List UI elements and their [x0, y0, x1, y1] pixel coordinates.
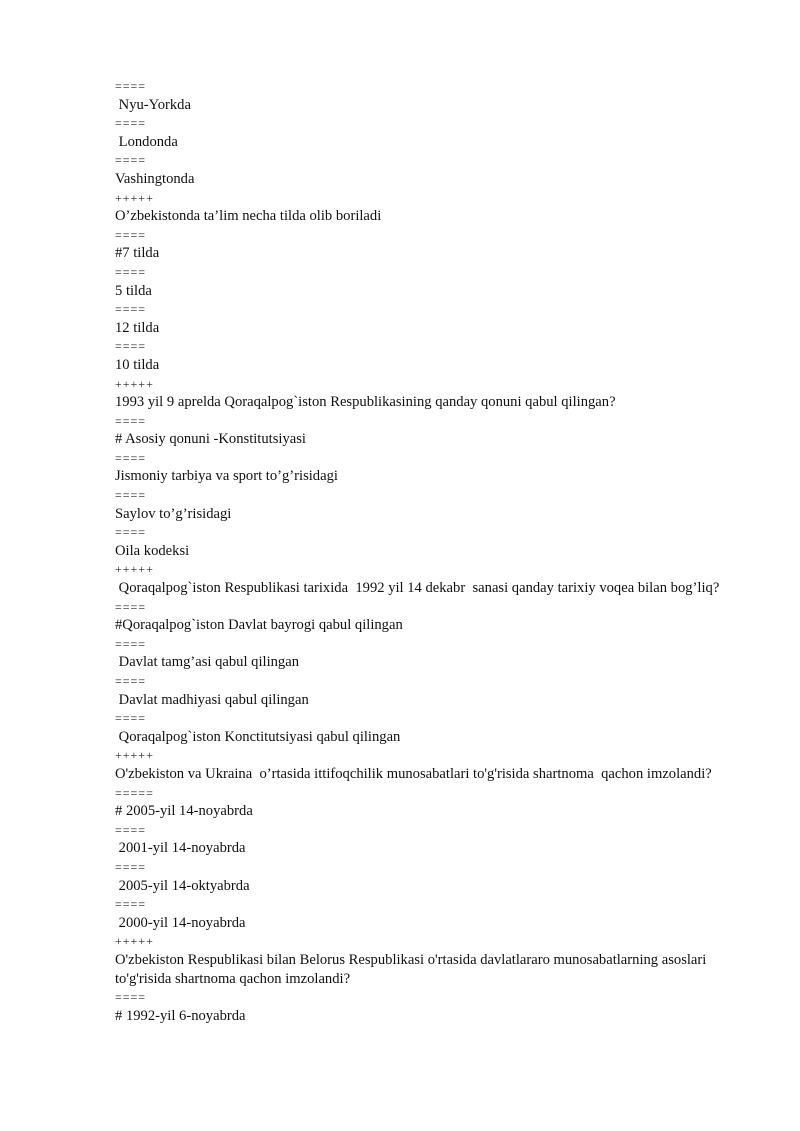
separator-line: ====: [115, 636, 147, 651]
separator-line: ====: [115, 711, 147, 726]
separator-line: ====: [115, 859, 147, 874]
separator-line: ====: [115, 302, 147, 317]
separator-line: +++++: [115, 376, 154, 391]
separator-line: ====: [115, 525, 147, 540]
text-line: Oila kodeksi: [115, 542, 190, 559]
text-line: Nyu-Yorkda: [115, 96, 191, 113]
text-line: Jismoniy tarbiya va sport to’g’risidagi: [115, 468, 338, 485]
text-line: 10 tilda: [115, 356, 160, 373]
text-line: #Qoraqalpog`iston Davlat bayrogi qabul qilingan: [115, 617, 403, 634]
separator-line: ====: [115, 413, 147, 428]
separator-line: +++++: [115, 562, 154, 577]
separator-line: ====: [115, 450, 147, 465]
separator-line: ====: [115, 488, 147, 503]
separator-line: ====: [115, 897, 147, 912]
text-line: O'zbekiston Respublikasi bilan Belorus Respublikasi o'rtasida davlatlararo munosabatlarning asoslari to'g'risida shartnoma qachon imzolandi?: [115, 951, 710, 987]
separator-line: ====: [115, 990, 147, 1005]
separator-line: ====: [115, 599, 147, 614]
separator-line: ====: [115, 674, 147, 688]
text-line: Londonda: [115, 133, 178, 150]
text-line: 5 tilda: [115, 282, 152, 299]
text-line: 2005-yil 14-oktyabrda: [115, 877, 250, 894]
text-line: Saylov to’g’risidagi: [115, 505, 232, 522]
separator-line: +++++: [115, 190, 154, 205]
text-line: Qoraqalpog`iston Konctitutsiyasi qabul qilingan: [115, 728, 401, 745]
text-line: Davlat tamg’asi qabul qilingan: [115, 654, 300, 671]
text-line: 2001-yil 14-noyabrda: [115, 840, 246, 857]
text-line: 2000-yil 14-noyabrda: [115, 914, 246, 931]
text-line: Vashingtonda: [115, 170, 195, 187]
separator-line: ====: [115, 339, 147, 354]
separator-line: +++++: [115, 934, 154, 949]
separator-line: =====: [115, 785, 154, 800]
text-line: 1993 yil 9 aprelda Qoraqalpog`iston Respublikasining qanday qonuni qabul qilingan?: [115, 394, 616, 411]
text-line: Qoraqalpog`iston Respublikasi tarixida 1992 yil 14 dekabr sanasi qanday tarixiy voqea bilan bog’liq?: [115, 580, 720, 597]
text-line: # 1992-yil 6-noyabrda: [115, 1007, 246, 1024]
separator-line: ====: [115, 116, 147, 131]
document-page: [115, 77, 735, 1025]
separator-line: ====: [115, 227, 147, 242]
text-line: #7 tilda: [115, 245, 160, 262]
text-line: O’zbekistonda ta’lim necha tilda olib boriladi: [115, 208, 382, 225]
text-line: 12 tilda: [115, 319, 160, 336]
separator-line: ====: [115, 822, 147, 837]
text-line: # 2005-yil 14-noyabrda: [115, 803, 253, 820]
separator-line: ====: [115, 153, 147, 168]
separator-line: ====: [115, 264, 147, 279]
text-line: Davlat madhiyasi qabul qilingan: [115, 691, 309, 708]
text-line: O'zbekiston va Ukraina o’rtasida ittifoqchilik munosabatlari to'g'risida shartnoma qachon imzolandi?: [115, 765, 712, 782]
separator-line: +++++: [115, 748, 154, 763]
document-body: [115, 77, 735, 1025]
separator-line: ====: [115, 79, 147, 93]
text-line: # Asosiy qonuni -Konstitutsiyasi: [115, 431, 306, 448]
